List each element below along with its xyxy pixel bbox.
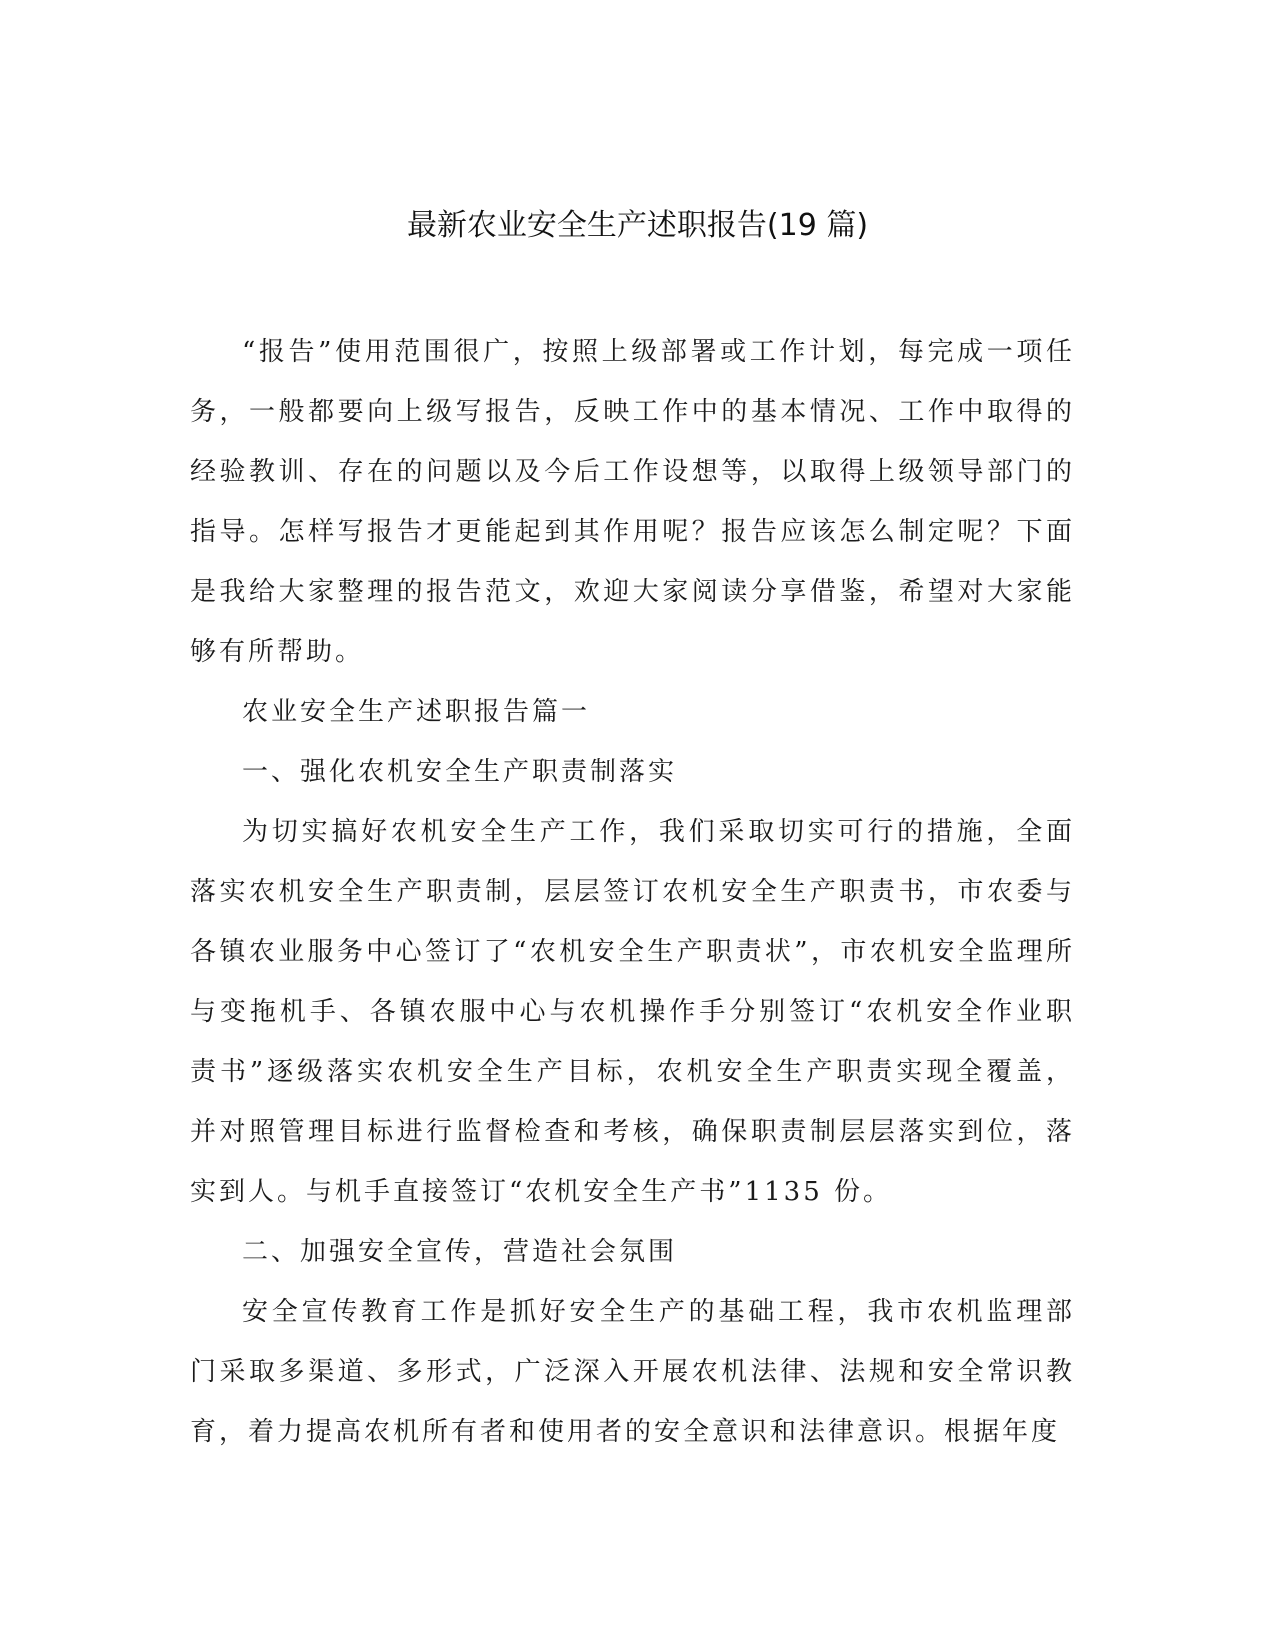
paragraph-responsibility: 为切实搞好农机安全生产工作，我们采取切实可行的措施，全面落实农机安全生产职责制，层层签订农机安全生产职责书，市农委与各镇农业服务中心签订了“农机安全生产职责状”，市农机安全监理所与变拖机手、各镇农服中心与农机操作手分别签订“农机安全作业职责书”逐级落实农机安全生产目标，农机安全生产职责实现全覆盖，并对照管理目标进行监督检查和考核，确保职责制层层落实到位，落实到人。与机手直接签订“农机安全生产书”1135 份。 xyxy=(190,817,1075,1207)
section-heading-part-one: 农业安全生产述职报告篇一 xyxy=(242,697,591,727)
paragraph-intro: “报告”使用范围很广，按照上级部署或工作计划，每完成一项任务，一般都要向上级写报告，反映工作中的基本情况、工作中取得的经验教训、存在的问题以及今后工作设想等，以取得上级领导部门的指导。怎样写报告才更能起到其作用呢？报告应该怎么制定呢？下面是我给大家整理的报告范文，欢迎大家阅读分享借鉴，希望对大家能够有所帮助。 xyxy=(190,337,1075,667)
paragraph-publicity: 安全宣传教育工作是抓好安全生产的基础工程，我市农机监理部门采取多渠道、多形式，广泛深入开展农机法律、法规和安全常识教育，着力提高农机所有者和使用者的安全意识和法律意识。根据年度 xyxy=(190,1297,1075,1447)
subheading-publicity: 二、加强安全宣传，营造社会氛围 xyxy=(242,1237,678,1267)
subheading-responsibility: 一、强化农机安全生产职责制落实 xyxy=(242,757,678,787)
document-title: 最新农业安全生产述职报告(19 篇) xyxy=(406,208,869,243)
document-body xyxy=(190,322,1075,1462)
